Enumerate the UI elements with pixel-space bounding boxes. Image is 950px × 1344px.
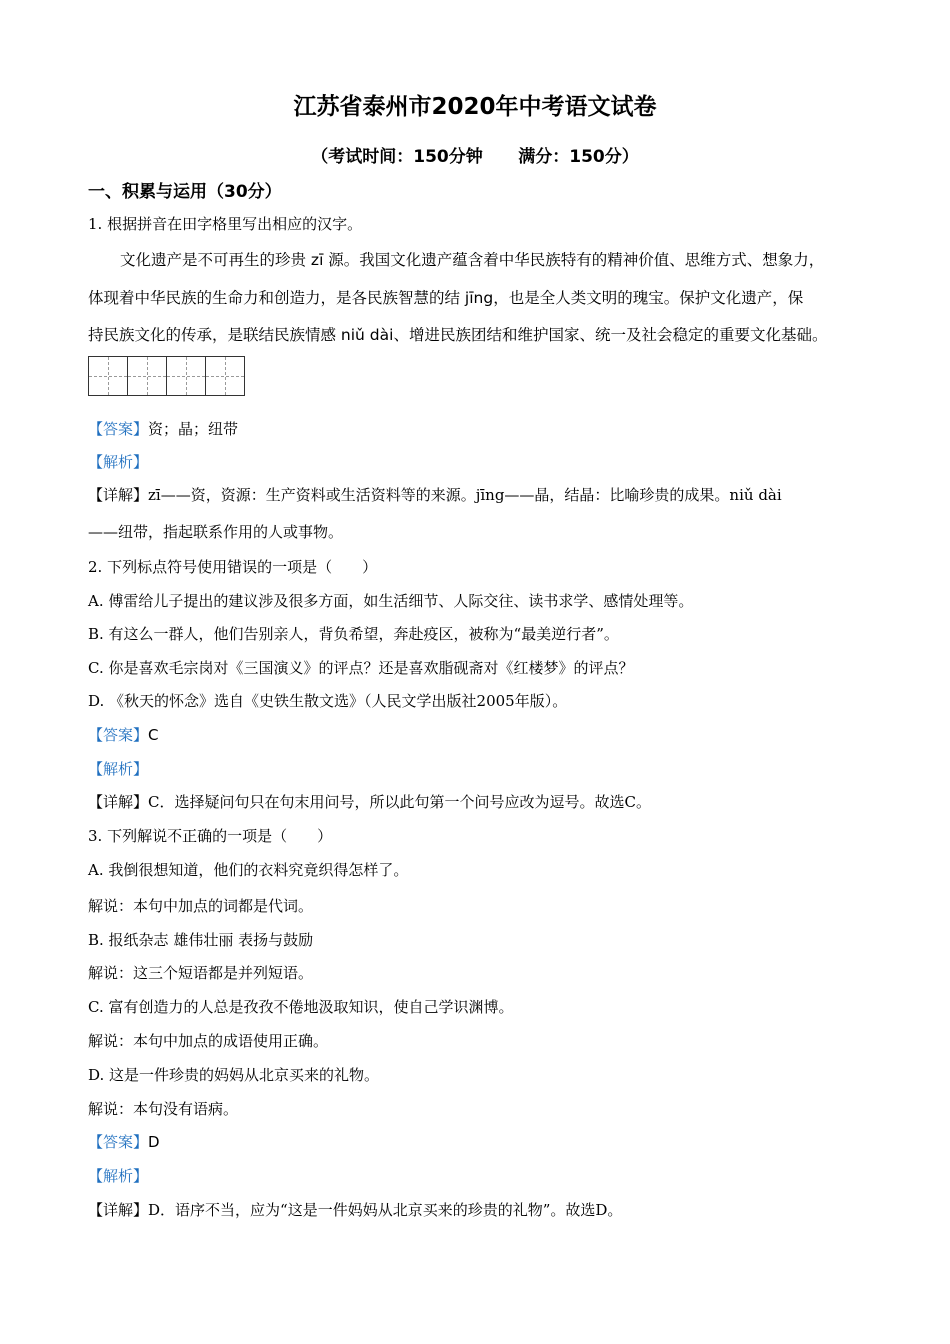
q3-option-a-note: 解说：本句中加点的词都是代词。 bbox=[88, 897, 314, 915]
q3-option-b-note: 解说：这三个短语都是并列短语。 bbox=[88, 964, 314, 982]
q2-option-b: B. 有这么一群人，他们告别亲人，背负希望，奔赴疫区，被称为“最美逆行者”。 bbox=[88, 625, 619, 643]
q3-option-a: A. 我倒很想知道，他们的衣料究竟织得怎样了。 bbox=[88, 861, 409, 879]
q2-answer bbox=[88, 724, 159, 745]
q3-answer bbox=[88, 1131, 160, 1152]
tian-cell bbox=[127, 356, 167, 396]
answer-tag: 【答案】 bbox=[88, 1133, 149, 1151]
q2-stem: 2. 下列标点符号使用错误的一项是（ ） bbox=[88, 558, 378, 576]
detail-tag: 【详解】 bbox=[88, 1201, 149, 1219]
q2-detail bbox=[88, 791, 651, 812]
answer-tag: 【答案】 bbox=[88, 726, 149, 744]
q2-option-c: C. 你是喜欢毛宗岗对《三国演义》的评点？还是喜欢脂砚斋对《红楼梦》的评点？ bbox=[88, 659, 634, 677]
q3-option-d-note: 解说：本句没有语病。 bbox=[88, 1100, 239, 1118]
q3-option-b: B. 报纸杂志 雄伟壮丽 表扬与鼓励 bbox=[88, 931, 314, 949]
detail-tag: 【详解】 bbox=[88, 486, 149, 504]
tian-cell bbox=[205, 356, 245, 396]
answer-tag: 【答案】 bbox=[88, 420, 149, 438]
q3-detail bbox=[88, 1199, 622, 1220]
q1-stem: 1. 根据拼音在田字格里写出相应的汉字。 bbox=[88, 215, 363, 233]
q1-passage-line-3: 持民族文化的传承，是联结民族情感 niǔ dài、增进民族团结和维护国家、统一及社会稳定的重要文化基础。 bbox=[88, 326, 828, 344]
detail-text: D．语序不当，应为“这是一件妈妈从北京买来的珍贵的礼物”。故选D。 bbox=[148, 1201, 623, 1219]
q2-option-a: A. 傅雷给儿子提出的建议涉及很多方面，如生活细节、人际交往、读书求学、感情处理等。 bbox=[88, 592, 694, 610]
q1-detail-line-1 bbox=[88, 484, 782, 505]
q2-analysis-tag: 【解析】 bbox=[88, 760, 149, 778]
q1-analysis-tag: 【解析】 bbox=[88, 453, 149, 471]
detail-text: zī——资，资源：生产资料或生活资料等的来源。jīng——晶，结晶：比喻珍贵的成果。niǔ dài bbox=[148, 486, 782, 504]
answer-text: D bbox=[148, 1133, 160, 1151]
tian-grid bbox=[88, 356, 244, 398]
q1-passage-line-1: 文化遗产是不可再生的珍贵 zī 源。我国文化遗产蕴含着中华民族特有的精神价值、思维方式、想象力， bbox=[120, 251, 825, 269]
q1-detail-line-2: ——纽带，指起联系作用的人或事物。 bbox=[88, 523, 344, 541]
tian-cell bbox=[88, 356, 128, 396]
q1-passage-line-2: 体现着中华民族的生命力和创造力，是各民族智慧的结 jīng，也是全人类文明的瑰宝。保护文化遗产，保 bbox=[88, 289, 804, 307]
exam-info: （考试时间：150分钟 满分：150分） bbox=[311, 147, 639, 167]
q3-option-c-note: 解说：本句中加点的成语使用正确。 bbox=[88, 1032, 329, 1050]
detail-tag: 【详解】 bbox=[88, 793, 149, 811]
answer-text: C bbox=[148, 726, 159, 744]
q1-answer bbox=[88, 418, 238, 439]
q3-option-c: C. 富有创造力的人总是孜孜不倦地汲取知识，使自己学识渊博。 bbox=[88, 998, 514, 1016]
q2-option-d: D. 《秋天的怀念》选自《史铁生散文选》（人民文学出版社2005年版）。 bbox=[88, 692, 568, 710]
tian-cell bbox=[166, 356, 206, 396]
q3-analysis-tag: 【解析】 bbox=[88, 1167, 149, 1185]
q3-option-d: D. 这是一件珍贵的妈妈从北京买来的礼物。 bbox=[88, 1066, 380, 1084]
detail-text: C．选择疑问句只在句末用问号，所以此句第一个问号应改为逗号。故选C。 bbox=[148, 793, 651, 811]
q3-stem: 3. 下列解说不正确的一项是（ ） bbox=[88, 827, 333, 845]
section-heading: 一、积累与运用（30分） bbox=[88, 182, 282, 202]
page-title: 江苏省泰州市2020年中考语文试卷 bbox=[293, 94, 657, 120]
answer-text: 资；晶；纽带 bbox=[148, 420, 239, 438]
